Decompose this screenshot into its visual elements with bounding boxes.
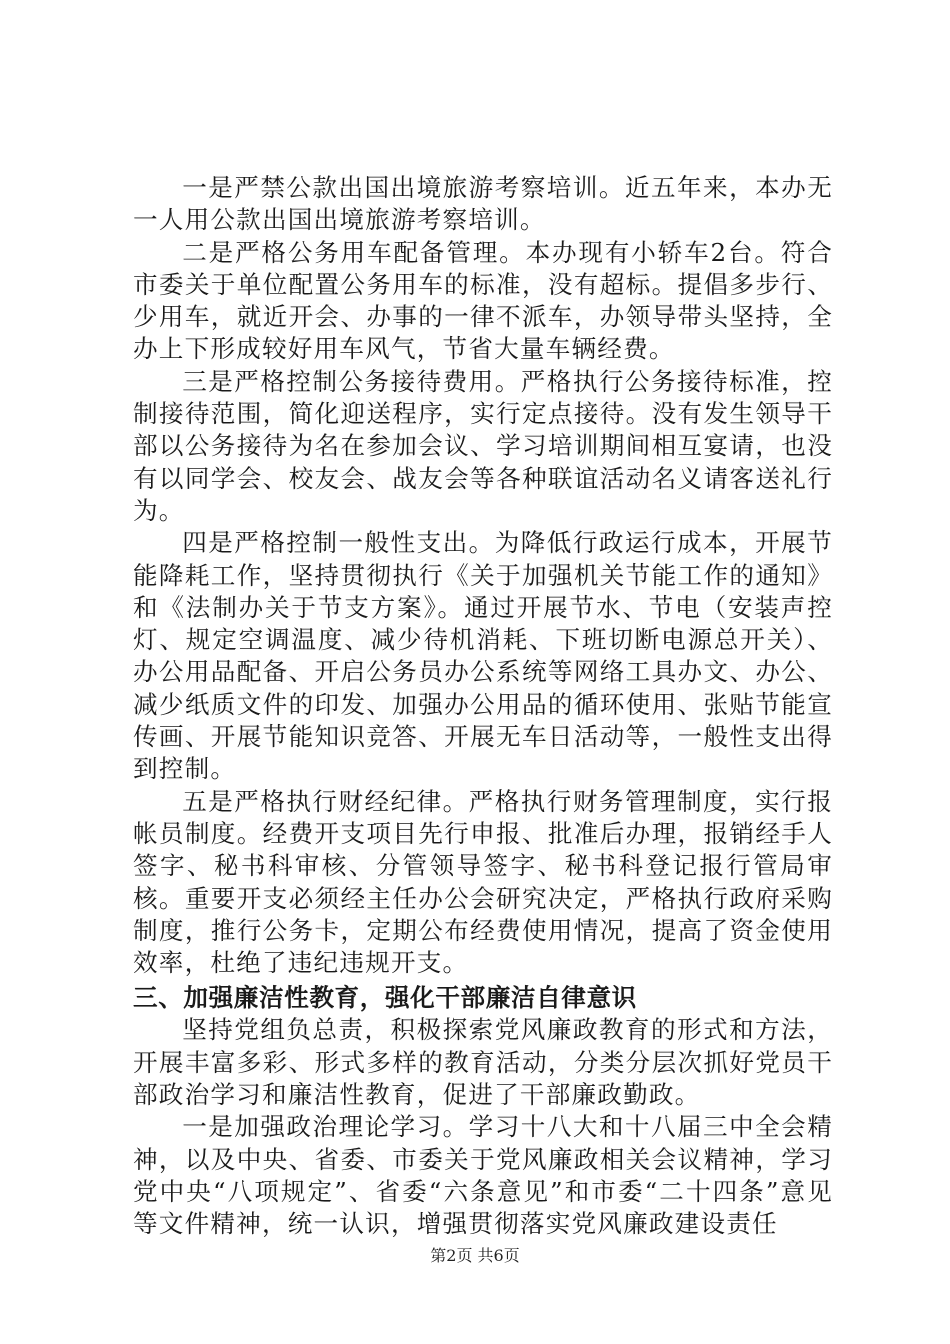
paragraph-financial-discipline: 五是严格执行财经纪律。严格执行财务管理制度，实行报帐员制度。经费开支项目先行申报、批准后办理，报销经手人签字、秘书科审核、分管领导签字、秘书科登记报行管局审核。重要开支必须经主任办公会研究决定，严格执行政府采购制度，推行公务卡，定期公布经费使用情况，提高了资金使用效率，杜绝了违纪违规开支。 <box>133 786 833 978</box>
document-body <box>133 172 833 1241</box>
section-heading: 三、加强廉洁性教育，强化干部廉洁自律意识 <box>133 983 637 1013</box>
paragraph-political-study: 一是加强政治理论学习。学习十八大和十八届三中全会精神，以及中央、省委、市委关于党风廉政相关会议精神，学习党中央“八项规定”、省委“六条意见”和市委“二十四条”意见等文件精神，统一认识，增强贯彻落实党风廉政建设责任 <box>133 1112 833 1239</box>
page-number-footer: 第2页 共6页 <box>430 1246 520 1265</box>
paragraph-official-vehicles: 二是严格公务用车配备管理。本办现有小轿车2台。符合市委关于单位配置公务用车的标准，没有超标。提倡多步行、少用车，就近开会、办事的一律不派车，办领导带头坚持，全办上下形成较好用车风气，节省大量车辆经费。 <box>133 237 833 364</box>
paragraph-general-expenses: 四是严格控制一般性支出。为降低行政运行成本，开展节能降耗工作，坚持贯彻执行《关于加强机关节能工作的通知》和《法制办关于节支方案》。通过开展节水、节电（安装声控灯、规定空调温度、减少待机消耗、下班切断电源总开关）、办公用品配备、开启公务员办公系统等网络工具办文、办公、减少纸质文件的印发、加强办公用品的循环使用、张贴节能宣传画、开展节能知识竞答、开展无车日活动等，一般性支出得到控制。 <box>133 528 833 784</box>
paragraph-integrity-education: 坚持党组负总责，积极探索党风廉政教育的形式和方法，开展丰富多彩、形式多样的教育活动，分类分层次抓好党员干部政治学习和廉洁性教育，促进了干部廉政勤政。 <box>133 1015 833 1110</box>
paragraph-reception-expenses: 三是严格控制公务接待费用。严格执行公务接待标准，控制接待范围，简化迎送程序，实行定点接待。没有发生领导干部以公务接待为名在参加会议、学习培训期间相互宴请，也没有以同学会、校友会、战友会等各种联谊活动名义请客送礼行为。 <box>133 366 833 525</box>
paragraph-overseas-travel: 一是严禁公款出国出境旅游考察培训。近五年来，本办无一人用公款出国出境旅游考察培训。 <box>133 173 833 235</box>
